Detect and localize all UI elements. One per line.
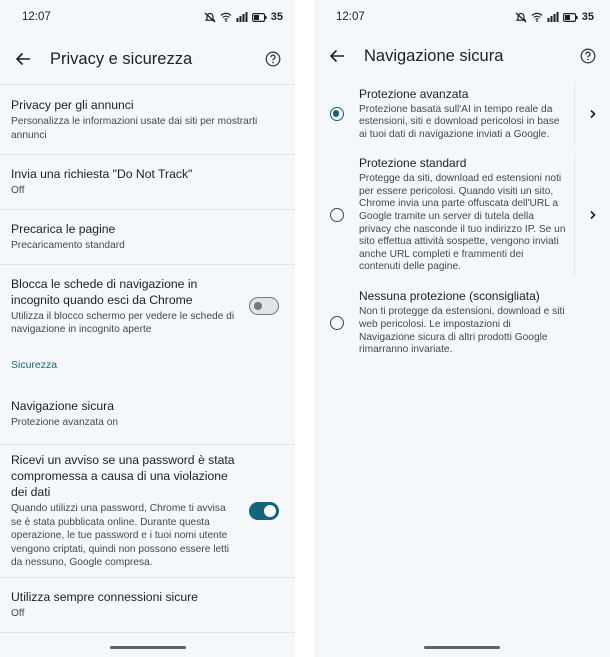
setting-safe-browsing[interactable] <box>0 383 295 445</box>
signal-icon <box>547 12 559 22</box>
setting-subtitle: Off <box>11 608 25 620</box>
safe-browsing-screen <box>314 0 610 657</box>
battery-level: 35 <box>581 11 594 23</box>
arrow-left-icon <box>15 52 31 66</box>
setting-title: Utilizza sempre connessioni sicure <box>11 590 198 605</box>
status-icons <box>204 11 283 23</box>
option-title: Protezione avanzata <box>359 86 469 101</box>
option-subtitle: Protegge da siti, download ed estensioni noti per essere pericolosi. Quando visiti un sito, Chrome invia una parte offuscata dell'URL a Google tramite un server di tutela della privacy che nasconde il tuo indirizzo IP. Se un sito effettua attività sospette, vengono inviati anche URL completi e frammenti dei contenuti delle pagine. <box>359 173 566 273</box>
setting-subtitle: Quando utilizzi una password, Chrome ti avvisa se è stata pubblicata online. Durante questa operazione, le tue password e i tuoi nomi utente vengono criptati, quindi non possono essere letti da nessuno, Google compresa. <box>11 503 230 569</box>
enhanced-details-button[interactable] <box>574 82 610 146</box>
setting-subtitle: Personalizza le informazioni usate dai siti per mostrarti annunci <box>11 116 258 141</box>
settings-list <box>0 84 295 633</box>
setting-subtitle: Utilizza il blocco schermo per vedere le schede di navigazione in incognito aperte <box>11 310 235 335</box>
setting-do-not-track[interactable] <box>0 155 295 210</box>
gesture-bar[interactable] <box>424 646 500 649</box>
setting-preload-pages[interactable] <box>0 210 295 265</box>
battery-level: 35 <box>270 11 283 23</box>
battery-icon <box>252 13 267 22</box>
setting-subtitle: Precaricamento standard <box>11 240 125 252</box>
setting-title: Precarica le pagine <box>11 222 116 237</box>
option-title: Protezione standard <box>359 156 467 171</box>
signal-icon <box>236 12 248 22</box>
radio-standard-protection[interactable] <box>330 208 344 222</box>
page-title: Privacy e sicurezza <box>50 49 193 68</box>
option-subtitle: Non ti protegge da estensioni, download e siti web pericolosi. Le impostazioni di Navigazione sicura di altri prodotti Google rimarranno invariate. <box>359 306 565 356</box>
status-time: 12:07 <box>336 11 365 23</box>
setting-secure-connections[interactable] <box>0 578 295 633</box>
option-subtitle: Protezione basata sull'AI in tempo reale da estensioni, siti e download pericolosi in base ai tuoi dati di navigazione inviati a Google. <box>359 103 560 140</box>
option-enhanced-protection[interactable] <box>314 82 610 146</box>
protection-options <box>314 82 610 358</box>
help-button[interactable] <box>261 47 285 71</box>
mute-icon <box>204 12 216 23</box>
toggle-knob <box>254 302 262 310</box>
chevron-right-icon <box>589 109 597 119</box>
option-title: Nessuna protezione (sconsigliata) <box>359 289 540 304</box>
lock-incognito-toggle[interactable] <box>249 297 279 315</box>
option-standard-protection[interactable] <box>314 154 610 276</box>
radio-enhanced-protection[interactable] <box>330 107 344 121</box>
privacy-security-screen <box>0 0 295 657</box>
gesture-bar[interactable] <box>110 646 186 649</box>
setting-lock-incognito[interactable] <box>0 265 295 347</box>
toggle-knob <box>264 505 276 517</box>
section-header-security: Sicurezza <box>11 359 58 371</box>
wifi-icon <box>220 12 232 22</box>
setting-ad-privacy[interactable] <box>0 85 295 155</box>
setting-title: Navigazione sicura <box>11 398 114 413</box>
status-time: 12:07 <box>22 11 51 23</box>
standard-details-button[interactable] <box>574 154 610 276</box>
setting-subtitle: Off <box>11 185 25 197</box>
radio-no-protection[interactable] <box>330 316 344 330</box>
help-circle-icon <box>265 51 281 67</box>
app-bar <box>0 34 295 84</box>
setting-password-leak[interactable] <box>0 445 295 578</box>
arrow-left-icon <box>329 49 345 63</box>
option-no-protection[interactable] <box>314 288 610 358</box>
status-bar <box>314 0 610 34</box>
page-title: Navigazione sicura <box>364 46 504 65</box>
wifi-icon <box>531 12 543 22</box>
setting-subtitle: Protezione avanzata on <box>11 416 119 428</box>
help-circle-icon <box>580 48 596 64</box>
password-leak-toggle[interactable] <box>249 502 279 520</box>
app-bar <box>314 34 610 78</box>
chevron-right-icon <box>589 210 597 220</box>
status-icons <box>515 11 594 23</box>
back-button[interactable] <box>10 46 36 72</box>
setting-title: Invia una richiesta "Do Not Track" <box>11 167 193 182</box>
setting-title: Privacy per gli annunci <box>11 98 134 112</box>
battery-icon <box>563 13 578 22</box>
mute-icon <box>515 12 527 23</box>
setting-title: Ricevi un avviso se una password è stata compromessa a causa di una violazione dei dati <box>11 453 235 500</box>
back-button[interactable] <box>324 43 350 69</box>
help-button[interactable] <box>576 44 600 68</box>
status-bar <box>0 0 295 34</box>
setting-title: Blocca le schede di navigazione in incognito quando esci da Chrome <box>11 276 198 307</box>
